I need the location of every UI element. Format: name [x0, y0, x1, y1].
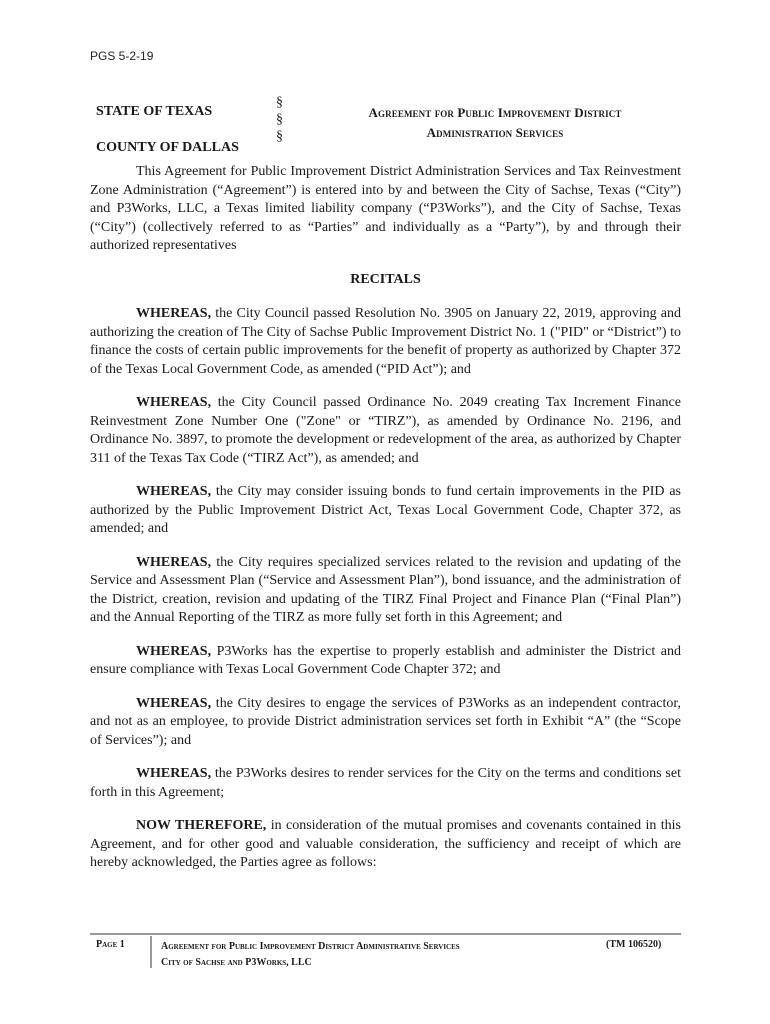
recital-text: the City Council passed Resolution No. 3905 on January 22, 2019, approving and authorizing the creation of The City of Sachse Public Improvement District No. 1 ("PID" or “District”) to finance the costs of certain public improvements for the benefit of property as authorized by Chapter 372 of the Texas Local Government Code, as amended (“PID Act”); and	[90, 306, 681, 377]
footer-divider	[90, 933, 681, 935]
section-symbol: §	[276, 112, 283, 127]
agreement-title-line2: Administration Services	[426, 125, 564, 140]
caption-venue	[96, 94, 239, 166]
recital-lead: WHEREAS,	[136, 484, 212, 499]
recital-lead: WHEREAS,	[136, 554, 212, 570]
recital-lead: WHEREAS,	[136, 643, 212, 659]
agreement-title	[320, 103, 670, 143]
recital-paragraph	[90, 554, 681, 628]
recital-lead: NOW THEREFORE,	[136, 818, 267, 833]
recital-text: the City desires to engage the services of P3Works as an independent contractor, and not as an employee, to provide District administration services set forth in Exhibit “A” (the “Scope of Services”); and	[90, 695, 681, 748]
caption-section-symbols	[276, 94, 283, 145]
recital-paragraph	[90, 765, 681, 802]
recital-text: the City Council passed Ordinance No. 2049 creating Tax Increment Finance Reinvestment Zone Number One ("Zone" or “TIRZ”), as amended by Ordinance No. 2196, and Ordinance No. 3897, to promote the development or redevelopment of the area, as authorized by Chapter 311 of the Texas Tax Code (“TIRZ Act”), as amended; and	[90, 395, 681, 466]
caption-state: STATE OF TEXAS	[96, 104, 213, 119]
footer-page-label: Page 1	[96, 939, 125, 950]
footer-title	[161, 939, 460, 971]
footer-vertical-divider	[150, 936, 152, 968]
recital-text: the City may consider issuing bonds to fund certain improvements in the PID as authorized by the Public Improvement District Act, Texas Local Government Code, Chapter 372, as amended; and	[90, 484, 681, 536]
recital-text: in consideration of the mutual promises and covenants contained in this Agreement, and for other good and valuable consideration, the sufficiency and receipt of which are hereby acknowledged, the Parties agree as follows:	[90, 818, 681, 870]
recital-paragraph	[90, 643, 681, 680]
recital-paragraph	[90, 483, 681, 539]
recital-lead: WHEREAS,	[136, 395, 212, 410]
agreement-body	[90, 163, 681, 888]
recital-lead: WHEREAS,	[136, 766, 212, 781]
footer-doc-number: (TM 106520)	[606, 939, 662, 950]
recital-lead: WHEREAS,	[136, 695, 212, 711]
footer-title-line1: Agreement for Public Improvement District Administrative Services	[161, 941, 460, 952]
recital-text: the City requires specialized services related to the revision and updating of the Service and Assessment Plan (“Service and Assessment Plan”), bond issuance, and the administration of the District, creation, revision and updating of the TIRZ Final Project and Finance Plan (“Final Plan”) and the Annual Reporting of the TIRZ as more fully set forth in this Agreement; and	[90, 554, 681, 625]
footer-title-line2: City of Sachse and P3Works, LLC	[161, 957, 312, 968]
recital-text: P3Works has the expertise to properly establish and administer the District and ensure compliance with Texas Local Government Code Chapter 372; and	[90, 643, 681, 677]
intro-paragraph: This Agreement for Public Improvement District Administration Services and Tax Reinvestment Zone Administration (“Agreement”) is entered into by and between the City of Sachse, Texas (“City”) and P3Works, LLC, a Texas limited liability company (“P3Works”), and the City of Sachse, Texas (“City”) (collectively referred to as “Parties” and individually as a “Party”), by and through their authorized representatives	[90, 164, 681, 253]
section-symbol: §	[276, 129, 283, 144]
header-note: PGS 5-2-19	[90, 49, 154, 63]
now-therefore-paragraph	[90, 817, 681, 873]
agreement-title-line1: Agreement for Public Improvement District	[368, 105, 622, 120]
section-symbol: §	[276, 95, 283, 110]
recital-paragraph	[90, 695, 681, 751]
recital-lead: WHEREAS,	[136, 306, 212, 321]
recital-paragraph	[90, 394, 681, 468]
recitals-heading: RECITALS	[350, 271, 421, 287]
recital-paragraph	[90, 305, 681, 379]
caption-county: COUNTY OF DALLAS	[96, 140, 239, 155]
recital-text: the P3Works desires to render services for the City on the terms and conditions set forth in this Agreement;	[90, 766, 681, 800]
